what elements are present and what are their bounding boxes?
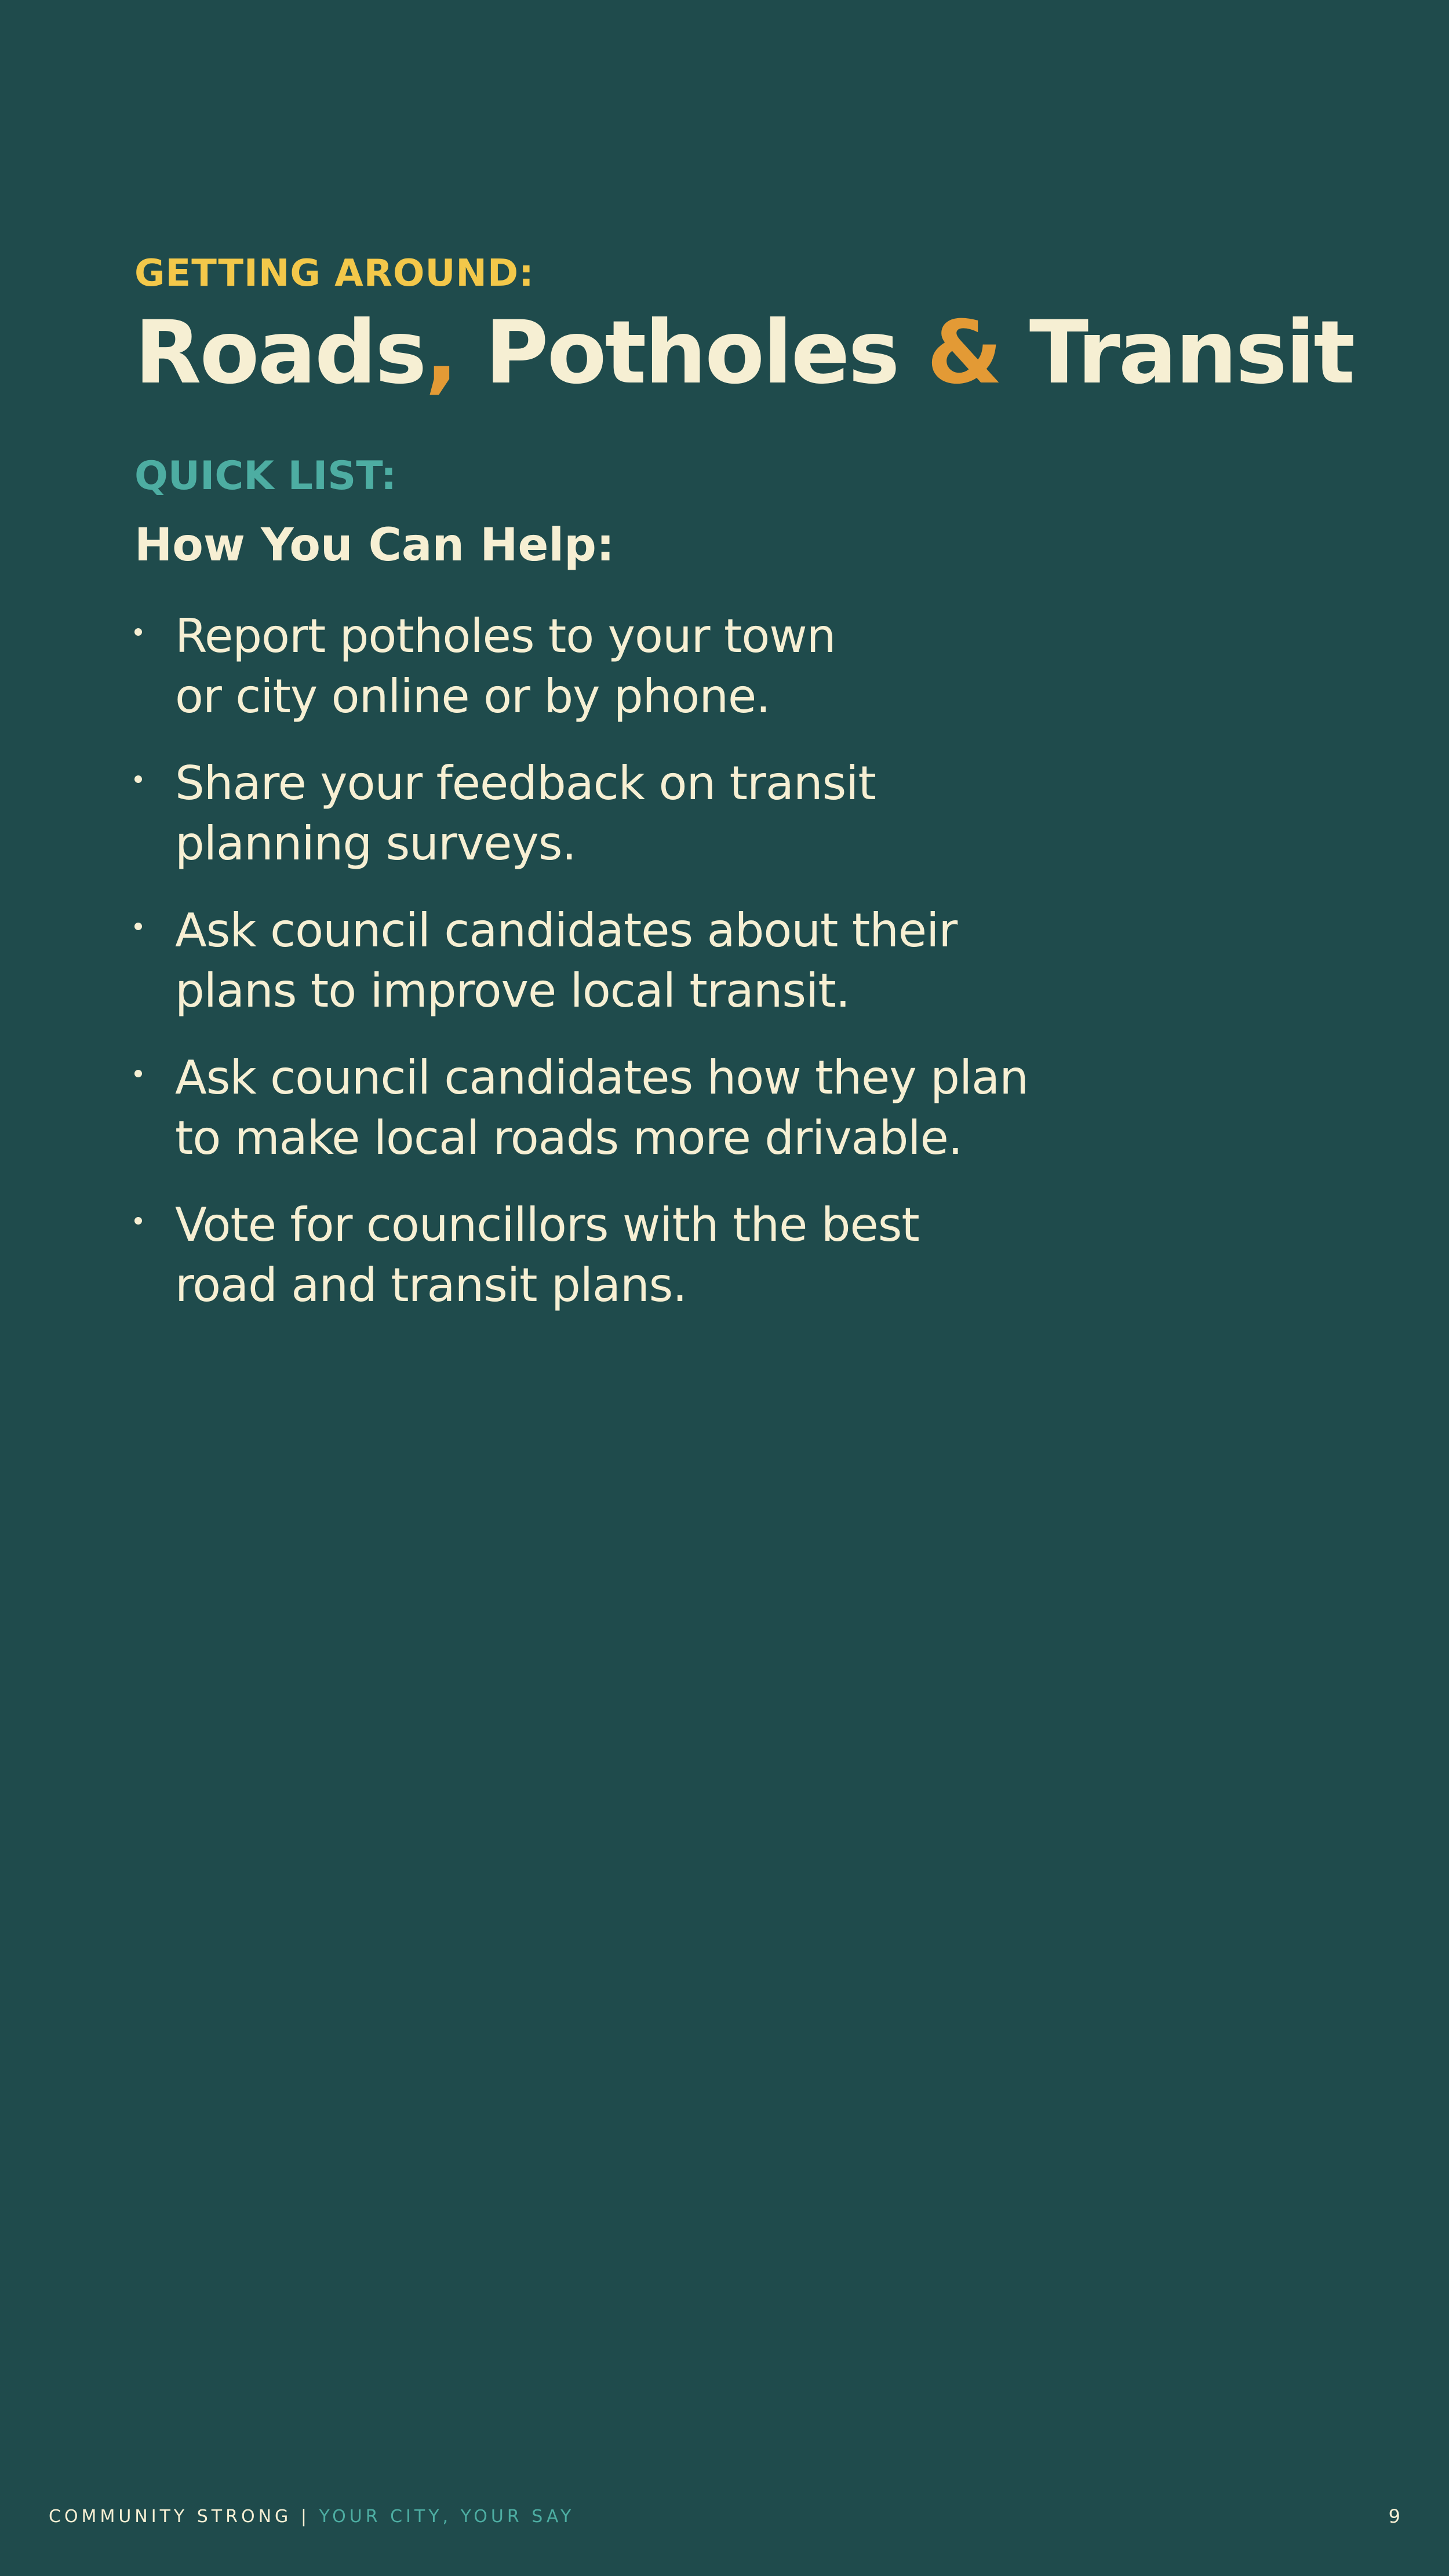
list-item [134,606,1323,727]
footer-brand: COMMUNITY STRONG [49,2506,292,2527]
help-list [134,606,1323,1316]
bullet-icon [134,628,142,636]
title-transit: Transit [1000,303,1354,403]
section-kicker: GETTING AROUND: [134,252,534,295]
list-item [134,1048,1323,1168]
list-item [134,753,1323,874]
list-item-line: Ask council candidates how they plan [175,1051,1028,1105]
list-item-line: Vote for councillors with the best [175,1198,919,1252]
list-item-line: Report potholes to your town [175,609,836,663]
title-comma: , [425,303,457,403]
bullet-icon [134,923,142,930]
main-content [134,252,1354,1342]
list-item-line: or city online or by phone. [175,669,770,723]
title-potholes: Potholes [456,303,927,403]
list-item-line: to make local roads more drivable. [175,1111,963,1165]
list-item [134,1195,1323,1316]
bullet-icon [134,1070,142,1077]
list-item-line: Share your feedback on transit [175,756,876,810]
list-item-line: road and transit plans. [175,1258,687,1312]
bullet-icon [134,1217,142,1225]
page-number: 9 [1388,2505,1400,2527]
footer-separator: | [292,2506,319,2527]
footer-tagline: YOUR CITY, YOUR SAY [319,2506,575,2527]
page-title [134,303,1354,403]
title-roads: Roads [134,303,425,403]
page-footer [49,2502,1400,2530]
list-item [134,901,1323,1021]
list-item-line: plans to improve local transit. [175,964,850,1018]
list-item-line: planning surveys. [175,817,576,870]
quick-list-heading: How You Can Help: [134,519,615,571]
quick-list-label: QUICK LIST: [134,453,397,499]
title-ampersand: & [926,303,1001,403]
footer-brand-line [49,2506,574,2527]
bullet-icon [134,775,142,783]
list-item-line: Ask council candidates about their [175,903,957,957]
